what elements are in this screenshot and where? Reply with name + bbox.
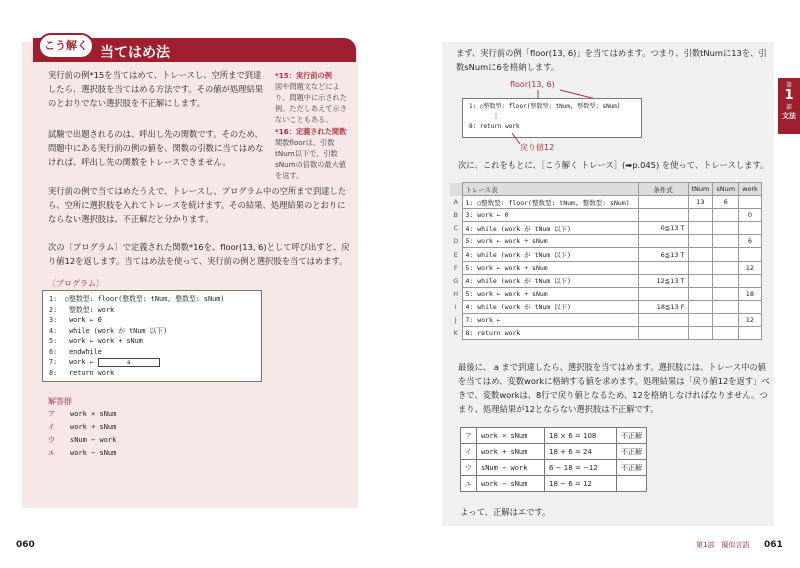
- code-line-4: 4: while (work が tNum 以下): [49, 326, 168, 335]
- page-number-left: 060: [16, 540, 35, 550]
- compare-body: [461, 428, 647, 492]
- code-line-6: 6: endwhile: [49, 347, 102, 356]
- program-code: [42, 290, 262, 382]
- compare-row-2: ウ sNum − work 6 − 18 = −12 不正解: [461, 460, 647, 476]
- note-16: [275, 126, 349, 181]
- page-number-right: 061: [764, 540, 783, 550]
- note-16-head: *16：定義された関数: [275, 127, 347, 136]
- trace-row-k: K 8: return work: [450, 327, 761, 340]
- section-title: 当てはめ法: [100, 45, 170, 61]
- trace-row-g: G 4: while (work が tNum 以下) 12≦13 T: [450, 274, 761, 287]
- program-label: 〔プログラム〕: [48, 279, 104, 288]
- code-line-8: 8: return work: [49, 368, 115, 377]
- code-line-2: 2: 整数型: work: [49, 305, 115, 314]
- code-line-3: 3: work ← 0: [49, 316, 102, 324]
- callout-top: floor(13, 6): [510, 80, 555, 89]
- snippet-line-1: 1: ○整数型: floor(整数型: tNum, 整数型: sNum): [469, 103, 621, 110]
- paragraph-1: 実行前の例*15を当てはめて、トレースし、空所まで到達したら、選択肢を当てはめる方法です。その値が処理結果のとおりでない選択肢を不正解にします。: [48, 70, 264, 108]
- code-line-1: 1: ○整数型: floor(整数型: tNum, 整数型: sNum): [49, 295, 225, 303]
- note-16-body: 関数floorは、引数tNum以下で、引数sNumの倍数の最大値を返す。: [275, 138, 346, 180]
- trace-header: トレース表 条件式 tNum sNum work: [450, 183, 761, 196]
- code-line-5: 5: work ← work + sNum: [49, 337, 143, 345]
- callout-bottom: 戻り値12: [520, 143, 555, 152]
- blank-a: a: [98, 358, 160, 367]
- answer-u: ウ sNum − work: [48, 436, 117, 444]
- chapter-tab: 第 1 部 文法: [778, 78, 800, 134]
- compare-table: [460, 427, 647, 492]
- trace-row-f: F 5: work ← work + sNum 12: [450, 261, 761, 274]
- conclusion: よって、正解はエです。: [460, 507, 551, 517]
- trace-row-i: I 4: while (work が tNum 以下) 18≦13 F: [450, 300, 761, 313]
- compare-row-0: ア work × sNum 18 × 6 = 108 不正解: [461, 428, 647, 444]
- answer-list: [48, 408, 116, 460]
- answers-label: 解答群: [48, 397, 72, 406]
- trace-row-h: H 5: work ← work + sNum 18: [450, 287, 761, 300]
- trace-row-b: B 3: work ← 0 0: [450, 209, 761, 222]
- footer-part: 第1部 擬似言語: [696, 541, 750, 549]
- after-paragraph: 最後に、 a まで到達したら、選択肢を当てはめます。選択肢には、トレース中の値を当てはめ、変数workに格納する値を求めます。処理結果は「戻り値12を返す」べきで、変数workは、8行で戻り値となるため、12を格納しなければなりません。つまり、処理結果が12とならない選択肢は不正解です。: [458, 362, 770, 414]
- answer-e: エ work − sNum: [48, 449, 117, 457]
- code-line-7: 7: work ← a: [49, 357, 255, 368]
- answer-a: ア work × sNum: [48, 410, 117, 418]
- trace-row-a: A 1: ○整数型: floor(整数型: tNum, 整数型: sNum) 13 6: [450, 196, 761, 209]
- intro-paragraph: まず、実行前の例「floor(13, 6)」を当てはめます。つまり、引数tNumに13を、引数sNumに6を格納します。: [456, 48, 767, 72]
- note-15-head: *15：実行前の例: [275, 71, 332, 80]
- answer-i: イ work + sNum: [48, 423, 117, 431]
- note-15-body: 図や問題文などにより、問題中に示された例。ただしあえて示さないこともある。: [275, 82, 347, 124]
- paragraph-2: 試験で出題されるのは、呼出し先の関数です。そのため、問題中にある実行前の例の値を、関数の引数に当てはめなければ、呼出し先の関数をトレースできません。: [48, 129, 264, 167]
- code-snippet: [462, 98, 642, 138]
- note-15: [275, 70, 349, 125]
- trace-body: [450, 196, 761, 340]
- paragraph-4: 次の〔プログラム〕で定義された関数*16を、floor(13, 6)として呼び出すと、戻り値12を返します。当てはめ法を使って、実行前の例と選択肢を当てはめます。: [48, 242, 350, 266]
- trace-row-c: C 4: while (work が tNum 以下) 0≦13 T: [450, 222, 761, 235]
- compare-row-3: エ work − sNum 18 − 6 = 12: [461, 476, 647, 492]
- next-paragraph: 次に、これをもとに、［こう解く トレース］(➡p.045) を使って、トレースします。: [458, 160, 769, 170]
- trace-table: [450, 182, 762, 340]
- snippet-dots: ⋮: [493, 113, 499, 120]
- snippet-line-8: 8: return work: [469, 123, 520, 130]
- paragraph-3: 実行前の例で当てはめたうえで、トレースし、プログラム中の空所まで到達したら、空所に選択肢を入れてトレースを続けます。その結果、処理結果のとおりにならない選択肢は、不正解だと分かります。: [48, 186, 347, 224]
- trace-row-j: J 7: work ← 12: [450, 313, 761, 326]
- compare-row-1: イ work + sNum 18 + 6 = 24 不正解: [461, 444, 647, 460]
- method-badge: こう解く: [38, 33, 94, 59]
- trace-row-e: E 4: while (work が tNum 以下) 6≦13 T: [450, 248, 761, 261]
- trace-row-d: D 5: work ← work + sNum 6: [450, 235, 761, 248]
